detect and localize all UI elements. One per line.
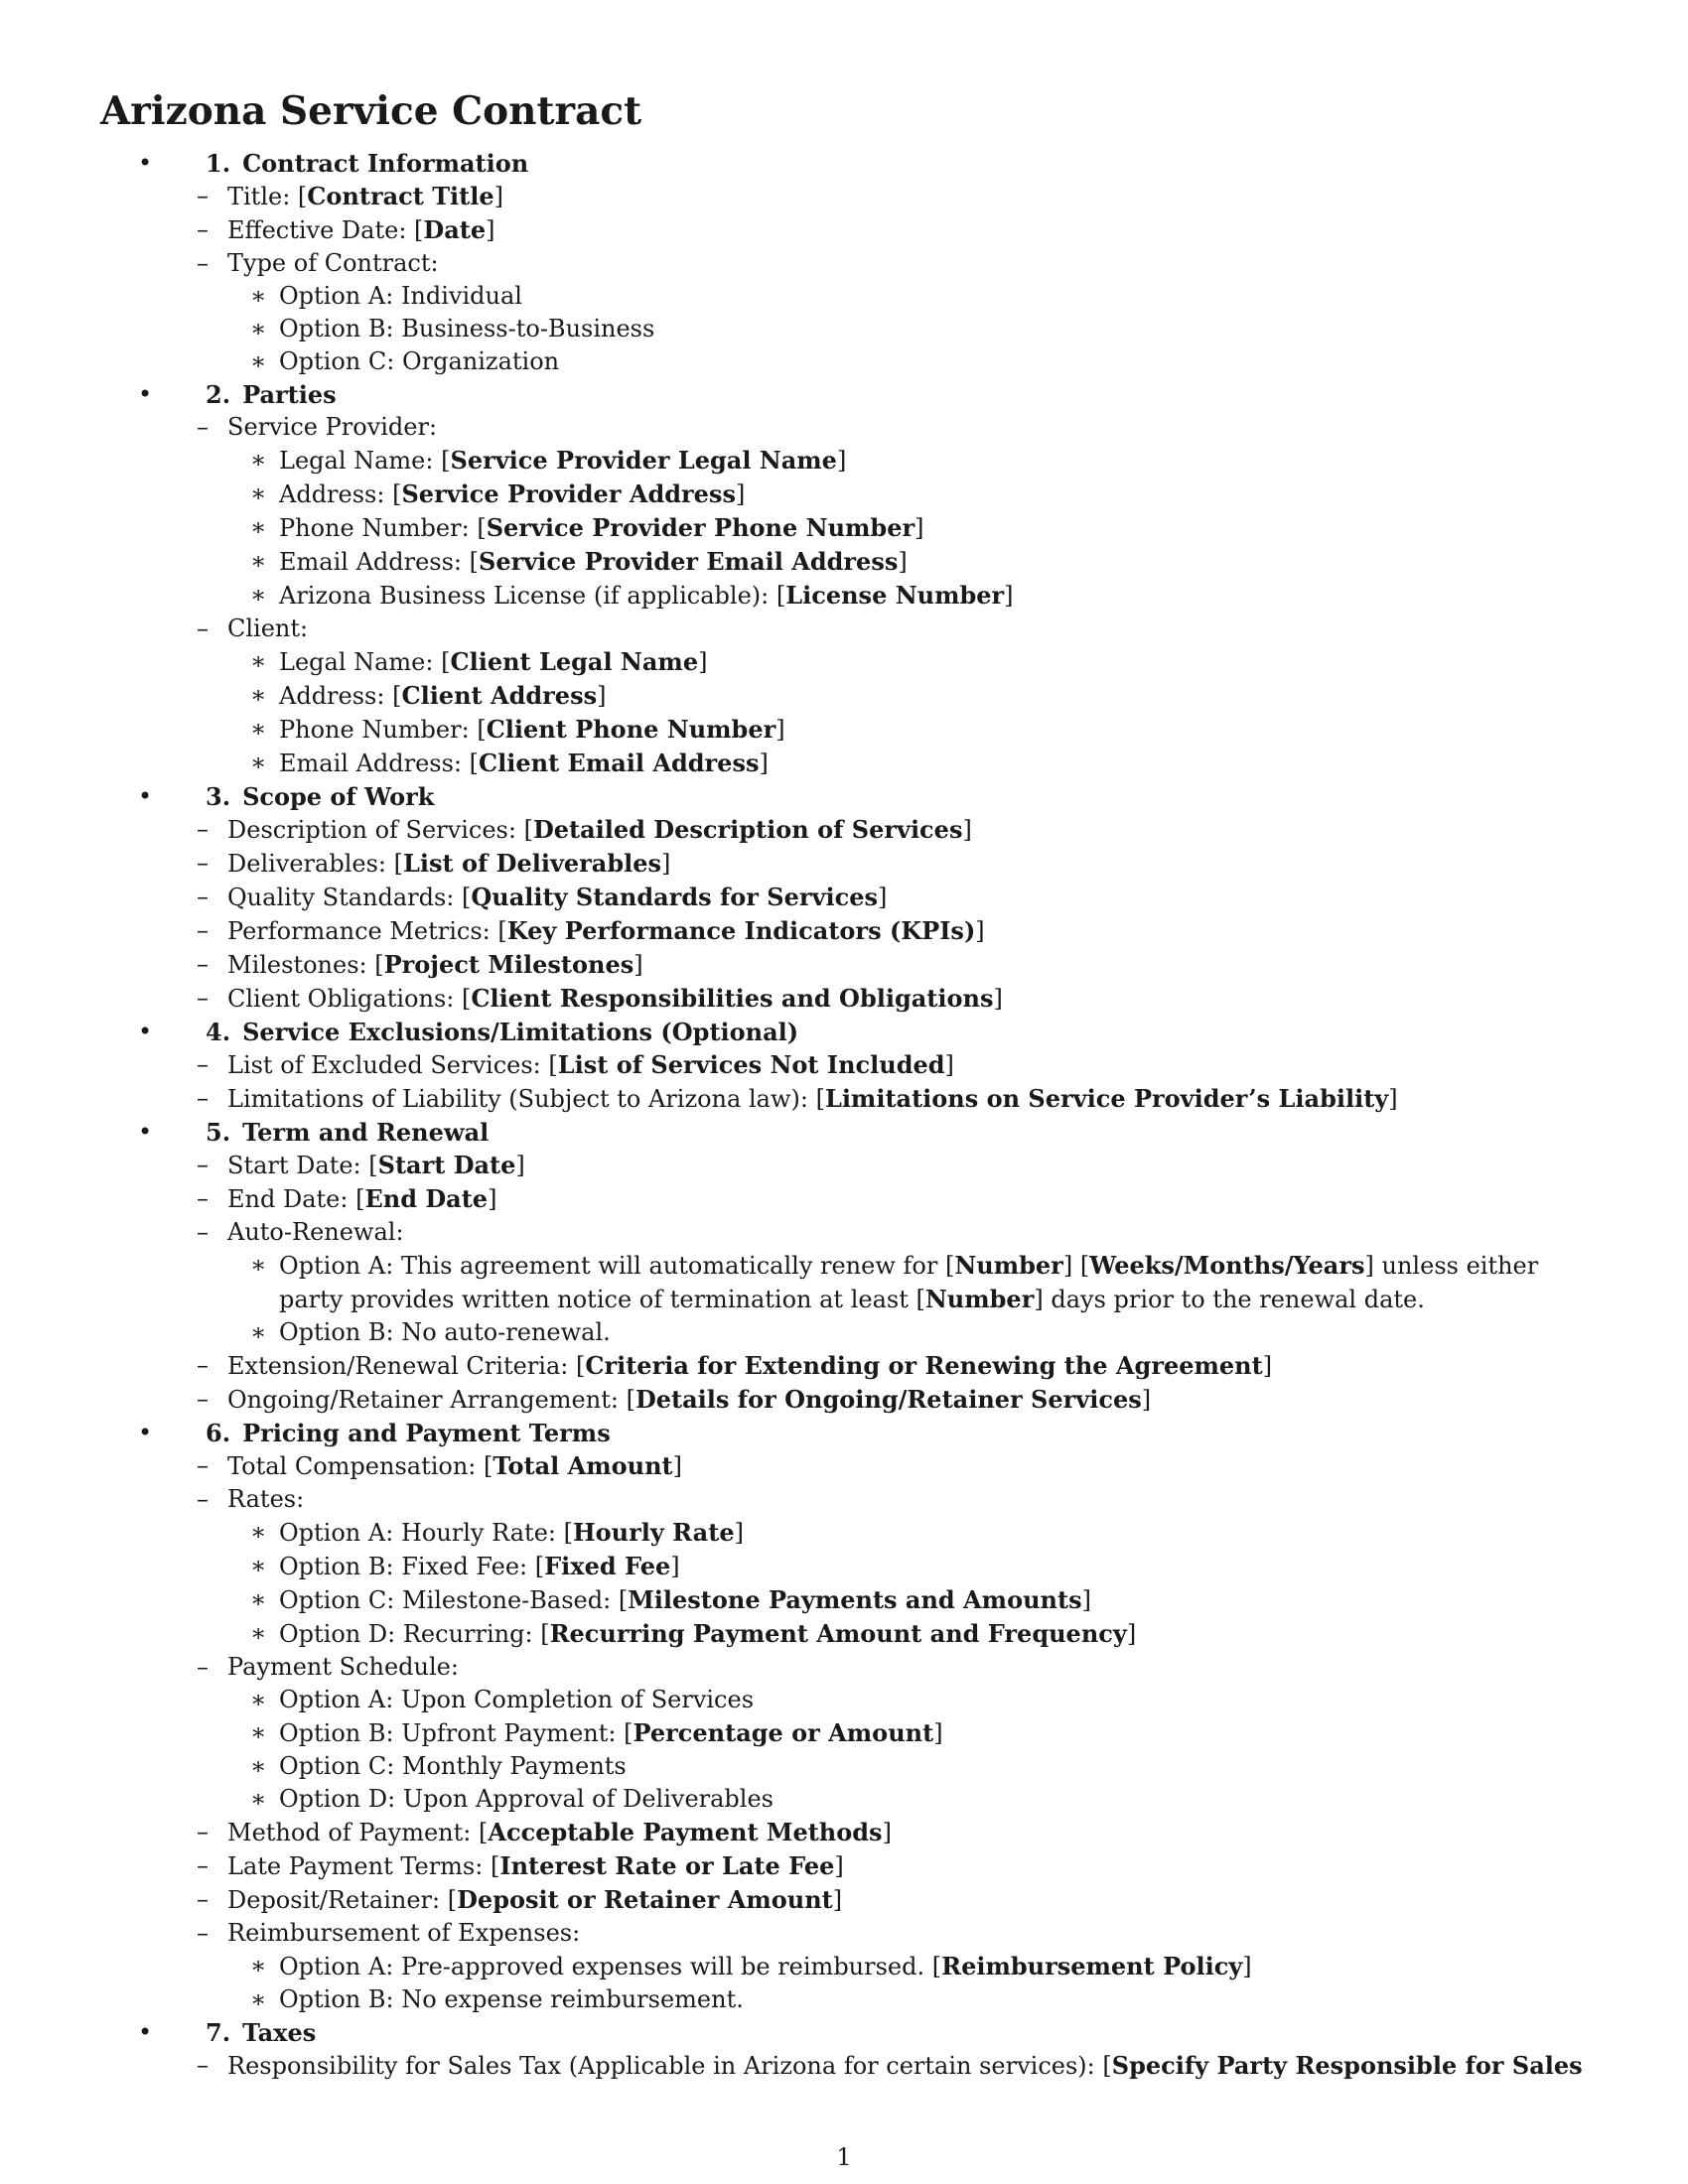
list-item <box>0 613 1688 645</box>
item-value: Acceptable Payment Methods <box>488 1818 883 1846</box>
option-text: days prior to the renewal date. <box>1043 1286 1425 1313</box>
section-title: Contract Information <box>242 149 529 178</box>
list-item <box>0 247 1688 280</box>
list-item: – Performance Metrics: [Key Performance Indicators (KPIs)] <box>197 916 985 945</box>
item-value: Total Amount <box>492 1451 673 1480</box>
dash-icon: – <box>197 1351 209 1379</box>
option-value: Recurring Payment Amount and Frequency <box>549 1619 1127 1648</box>
list-item <box>0 1483 1688 1516</box>
dash-icon: – <box>197 249 209 277</box>
item-label: Deposit/Retainer: <box>227 1886 448 1914</box>
section-heading <box>0 1116 1688 1149</box>
asterisk-icon: ∗ <box>250 749 267 776</box>
sub-list-item: ∗ Option A: Pre-approved expenses will be reimbursed. [Reimbursement Policy] <box>250 1952 1252 1980</box>
list-item: – Start Date: [Start Date] <box>197 1151 525 1179</box>
dash-icon: – <box>197 413 209 441</box>
section-heading <box>0 378 1688 411</box>
sub-list-item: ∗ Option A: This agreement will automatically renew for [Number] [Weeks/Months/Years] unless either party provides written notice of termination at least [Number] days prior to the renewal date. <box>250 1251 1539 1313</box>
option-text: Address: <box>279 682 393 710</box>
dash-icon: – <box>197 182 209 209</box>
option-value: Fixed Fee <box>544 1552 671 1580</box>
option-text: unless either party provides written notice of termination at least <box>279 1252 1539 1313</box>
option-value: Weeks/Months/Years <box>1089 1251 1365 1280</box>
section-number: 2. <box>206 380 231 409</box>
list-item: – Milestones: [Project Milestones] <box>197 950 643 979</box>
section-title: Taxes <box>242 2018 317 2047</box>
option-value: License Number <box>785 581 1005 610</box>
sub-list-item: ∗ Option A: Hourly Rate: [Hourly Rate] <box>250 1518 744 1547</box>
section-heading <box>0 1016 1688 1048</box>
list-item <box>0 411 1688 444</box>
page-number: 1 <box>836 2143 852 2171</box>
option-value: Service Provider Legal Name <box>450 446 837 475</box>
option-value: Service Provider Phone Number <box>486 513 915 542</box>
option-text: Option A: This agreement will automatically renew for <box>279 1252 945 1280</box>
dash-icon: – <box>197 614 209 642</box>
list-item: – Late Payment Terms: [Interest Rate or Late Fee] <box>197 1851 844 1880</box>
dash-icon: – <box>197 1084 209 1112</box>
item-label: Client: <box>227 614 309 642</box>
dash-icon: – <box>197 950 209 978</box>
option-value: Service Provider Email Address <box>479 547 899 576</box>
list-item: – Effective Date: [Date] <box>197 215 495 244</box>
item-value: Interest Rate or Late Fee <box>499 1851 835 1880</box>
option-value: Hourly Rate <box>572 1518 735 1547</box>
list-item: – End Date: [End Date] <box>197 1184 497 1213</box>
sub-list-item <box>0 1983 1688 2016</box>
asterisk-icon: ∗ <box>250 1686 267 1713</box>
option-text: Option C: Monthly Payments <box>279 1752 627 1780</box>
item-label: Late Payment Terms: <box>227 1852 491 1880</box>
section-heading <box>0 1417 1688 1449</box>
asterisk-icon: ∗ <box>250 1318 267 1346</box>
list-item: – Extension/Renewal Criteria: [Criteria for Extending or Renewing the Agreement] <box>197 1351 1273 1380</box>
option-text: Email Address: <box>279 548 470 576</box>
option-text: Option C: Organization <box>279 347 560 375</box>
item-label: Method of Payment: <box>227 1819 479 1846</box>
item-value: List of Deliverables <box>403 849 662 878</box>
option-value: Reimbursement Policy <box>941 1952 1243 1980</box>
item-value: Deposit or Retainer Amount <box>457 1885 833 1914</box>
dash-icon: – <box>197 815 209 843</box>
section-number: 5. <box>206 1118 231 1147</box>
sub-list-item: ∗ Arizona Business License (if applicable): [License Number] <box>250 581 1014 610</box>
sub-list-item: ∗ Phone Number: [Service Provider Phone Number] <box>250 513 924 542</box>
asterisk-icon: ∗ <box>250 681 267 709</box>
sub-list-item <box>0 1783 1688 1816</box>
section-number: 4. <box>206 1018 231 1046</box>
option-text: Address: <box>279 480 393 508</box>
dash-icon: – <box>197 1919 209 1947</box>
item-label: Rates: <box>227 1485 305 1513</box>
section-heading <box>0 2016 1688 2049</box>
asterisk-icon: ∗ <box>250 1518 267 1546</box>
dash-icon: – <box>197 1385 209 1413</box>
option-text: Arizona Business License (if applicable): <box>279 582 776 610</box>
bullet-icon: • <box>138 149 153 177</box>
asterisk-icon: ∗ <box>250 347 267 375</box>
item-value: Detailed Description of Services <box>532 815 963 844</box>
option-text: Option A: Upon Completion of Services <box>279 1686 755 1713</box>
option-text: Option B: Business-to-Business <box>279 315 655 342</box>
section-number: 6. <box>206 1419 231 1447</box>
bullet-icon: • <box>138 1018 153 1045</box>
list-item: – Total Compensation: [Total Amount] <box>197 1451 682 1480</box>
asterisk-icon: ∗ <box>250 513 267 541</box>
document-title: Arizona Service Contract <box>100 88 642 134</box>
asterisk-icon: ∗ <box>250 547 267 575</box>
option-value: Client Legal Name <box>450 647 699 676</box>
item-label: End Date: <box>227 1185 356 1213</box>
item-label: Quality Standards: <box>227 884 463 911</box>
option-value: Milestone Payments and Amounts <box>628 1585 1082 1614</box>
asterisk-icon: ∗ <box>250 1718 267 1746</box>
option-text: Option B: Upfront Payment: <box>279 1719 625 1747</box>
item-label: Client Obligations: <box>227 985 462 1013</box>
dash-icon: – <box>197 2051 209 2079</box>
list-item: – Description of Services: [Detailed Description of Services] <box>197 815 972 844</box>
option-text: Option D: Upon Approval of Deliverables <box>279 1785 774 1813</box>
section-title: Term and Renewal <box>242 1118 490 1147</box>
asterisk-icon: ∗ <box>250 581 267 609</box>
item-label: Milestones: <box>227 951 375 979</box>
item-value: Details for Ongoing/Retainer Services <box>634 1385 1142 1414</box>
option-text: Legal Name: <box>279 648 442 676</box>
sub-list-item: ∗ Option C: Milestone-Based: [Milestone Payments and Amounts] <box>250 1585 1091 1614</box>
item-label: Deliverables: <box>227 850 394 878</box>
asterisk-icon: ∗ <box>250 315 267 342</box>
dash-icon: – <box>197 916 209 944</box>
item-label: Title: <box>227 183 298 210</box>
option-text: Legal Name: <box>279 447 442 475</box>
list-item: – Method of Payment: [Acceptable Payment Methods] <box>197 1818 892 1846</box>
list-item: – Limitations of Liability (Subject to Arizona law): [Limitations on Service Provider’s Liability] <box>197 1084 1398 1113</box>
item-label: Description of Services: <box>227 816 524 844</box>
dash-icon: – <box>197 1653 209 1681</box>
list-item: – Ongoing/Retainer Arrangement: [Details for Ongoing/Retainer Services] <box>197 1385 1152 1414</box>
bullet-icon: • <box>138 1118 153 1146</box>
bullet-icon: • <box>138 380 153 408</box>
item-label: Payment Schedule: <box>227 1653 459 1681</box>
section-heading <box>0 147 1688 180</box>
asterisk-icon: ∗ <box>250 1985 267 2013</box>
option-text: Option B: No expense reimbursement. <box>279 1985 744 2013</box>
list-item: – Client Obligations: [Client Responsibilities and Obligations] <box>197 984 1003 1013</box>
item-value: Contract Title <box>307 182 494 210</box>
option-text: Phone Number: <box>279 716 478 744</box>
bullet-icon: • <box>138 782 153 810</box>
item-value: Project Milestones <box>383 950 634 979</box>
list-item <box>0 1216 1688 1249</box>
item-label: Ongoing/Retainer Arrangement: <box>227 1386 627 1414</box>
list-item: – List of Excluded Services: [List of Services Not Included] <box>197 1050 954 1079</box>
dash-icon: – <box>197 849 209 877</box>
sub-list-item: ∗ Option B: Fixed Fee: [Fixed Fee] <box>250 1552 680 1580</box>
section-number: 3. <box>206 782 231 811</box>
option-text: Option A: Pre-approved expenses will be reimbursed. <box>279 1953 932 1980</box>
section-number: 1. <box>206 149 231 178</box>
asterisk-icon: ∗ <box>250 647 267 675</box>
asterisk-icon: ∗ <box>250 1952 267 1979</box>
item-label: Responsibility for Sales Tax (Applicable in Arizona for certain services): <box>227 2052 1103 2080</box>
item-label: Total Compensation: <box>227 1452 485 1480</box>
sub-list-item: ∗ Email Address: [Client Email Address] <box>250 749 769 777</box>
sub-list-item: ∗ Address: [Service Provider Address] <box>250 479 746 508</box>
section-title: Pricing and Payment Terms <box>242 1419 611 1447</box>
asterisk-icon: ∗ <box>250 1785 267 1813</box>
dash-icon: – <box>197 1451 209 1479</box>
option-text: Option D: Recurring: <box>279 1620 541 1648</box>
sub-list-item <box>0 1684 1688 1716</box>
asterisk-icon: ∗ <box>250 479 267 507</box>
item-value: Limitations on Service Provider’s Liability <box>824 1084 1389 1113</box>
option-value: Client Email Address <box>479 749 760 777</box>
asterisk-icon: ∗ <box>250 1585 267 1613</box>
bullet-icon: • <box>138 2018 153 2046</box>
option-text: Option B: Fixed Fee: <box>279 1553 535 1580</box>
item-label: Limitations of Liability (Subject to Arizona law): <box>227 1085 816 1113</box>
option-text: Option C: Milestone-Based: <box>279 1586 619 1614</box>
sub-list-item: ∗ Email Address: [Service Provider Email Address] <box>250 547 908 576</box>
list-item: – Title: [Contract Title] <box>197 182 504 210</box>
bullet-icon: • <box>138 1419 153 1446</box>
option-text: Option A: Hourly Rate: <box>279 1519 564 1547</box>
item-label: Type of Contract: <box>227 249 439 277</box>
item-value: Date <box>423 215 487 244</box>
list-item <box>0 1651 1688 1684</box>
asterisk-icon: ∗ <box>250 1752 267 1780</box>
list-item <box>0 1917 1688 1950</box>
item-value: Specify Party Responsible for Sales <box>1111 2051 1583 2080</box>
option-value: Number <box>954 1251 1063 1280</box>
item-value: Criteria for Extending or Renewing the Agreement <box>585 1351 1263 1380</box>
item-value: List of Services Not Included <box>557 1050 945 1079</box>
sub-list-item: ∗ Option D: Recurring: [Recurring Payment Amount and Frequency] <box>250 1619 1137 1648</box>
sub-list-item <box>0 1316 1688 1349</box>
dash-icon: – <box>197 1885 209 1913</box>
asterisk-icon: ∗ <box>250 1251 267 1279</box>
asterisk-icon: ∗ <box>250 1619 267 1647</box>
option-text: Email Address: <box>279 750 470 777</box>
item-label: Auto-Renewal: <box>227 1218 404 1246</box>
sub-list-item <box>0 345 1688 378</box>
section-title: Parties <box>242 380 337 409</box>
item-label: Start Date: <box>227 1152 369 1179</box>
dash-icon: – <box>197 984 209 1012</box>
asterisk-icon: ∗ <box>250 715 267 743</box>
sub-list-item: ∗ Legal Name: [Client Legal Name] <box>250 647 708 676</box>
option-value: Percentage or Amount <box>633 1718 934 1747</box>
option-text: Option B: No auto-renewal. <box>279 1318 611 1346</box>
item-label: Performance Metrics: <box>227 917 498 945</box>
option-text: Phone Number: <box>279 514 478 542</box>
sub-list-item <box>0 313 1688 345</box>
list-item: – Quality Standards: [Quality Standards for Services] <box>197 883 888 911</box>
option-value: Client Phone Number <box>486 715 776 744</box>
item-value: Client Responsibilities and Obligations <box>471 984 994 1013</box>
option-value: Client Address <box>401 681 598 710</box>
item-label: Reimbursement of Expenses: <box>227 1919 581 1947</box>
dash-icon: – <box>197 215 209 243</box>
dash-icon: – <box>197 1851 209 1879</box>
item-value: Key Performance Indicators (KPIs) <box>506 916 976 945</box>
dash-icon: – <box>197 1050 209 1078</box>
item-label: List of Excluded Services: <box>227 1051 549 1079</box>
list-item: – Responsibility for Sales Tax (Applicable in Arizona for certain services): [Specify Party Responsible for Sales <box>197 2051 1583 2080</box>
sub-list-item <box>0 1750 1688 1783</box>
list-item: – Deposit/Retainer: [Deposit or Retainer Amount] <box>197 1885 843 1914</box>
document-body <box>0 147 1688 2083</box>
asterisk-icon: ∗ <box>250 282 267 310</box>
sub-list-item: ∗ Phone Number: [Client Phone Number] <box>250 715 785 744</box>
dash-icon: – <box>197 1218 209 1246</box>
item-label: Extension/Renewal Criteria: <box>227 1352 576 1380</box>
list-item: – Deliverables: [List of Deliverables] <box>197 849 671 878</box>
item-label: Effective Date: <box>227 216 415 244</box>
dash-icon: – <box>197 1184 209 1212</box>
dash-icon: – <box>197 1818 209 1845</box>
item-label: Service Provider: <box>227 413 438 441</box>
item-value: End Date <box>364 1184 489 1213</box>
item-value: Quality Standards for Services <box>471 883 878 911</box>
sub-list-item: ∗ Option B: Upfront Payment: [Percentage or Amount] <box>250 1718 943 1747</box>
section-title: Service Exclusions/Limitations (Optional) <box>242 1018 799 1046</box>
item-value: Start Date <box>377 1151 516 1179</box>
sub-list-item: ∗ Address: [Client Address] <box>250 681 607 710</box>
section-number: 7. <box>206 2018 231 2047</box>
dash-icon: – <box>197 1485 209 1513</box>
asterisk-icon: ∗ <box>250 446 267 474</box>
option-text: Option A: Individual <box>279 282 522 310</box>
section-heading <box>0 780 1688 813</box>
section-title: Scope of Work <box>242 782 435 811</box>
dash-icon: – <box>197 883 209 910</box>
sub-list-item: ∗ Legal Name: [Service Provider Legal Name] <box>250 446 847 475</box>
dash-icon: – <box>197 1151 209 1178</box>
option-value: Number <box>924 1285 1035 1313</box>
option-value: Service Provider Address <box>401 479 736 508</box>
asterisk-icon: ∗ <box>250 1552 267 1579</box>
sub-list-item <box>0 280 1688 313</box>
